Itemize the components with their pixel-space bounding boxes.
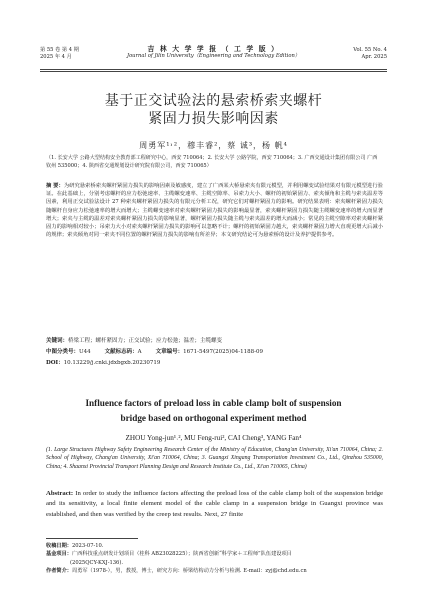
clc-label: 中图分类号： <box>46 349 80 355</box>
author-bio-text: 周勇军（1978-），男，教授，博士，研究方向：桥梁结构动力分析与检测. E-mail：zyj@chd.edu.cn <box>71 568 307 575</box>
doi-line <box>46 359 383 367</box>
footnote-rule <box>46 538 138 539</box>
paper-title-en <box>40 396 387 425</box>
abstract-en-text: In order to study the influence factors affecting the preload loss of the cable clamp bolt of the suspension bridge and its sensitivity, a local finite element model of the cable clamp in a suspension bridge in Guangxi province was established, and then was verified by the creep test results. Next, 27 finite <box>46 490 383 518</box>
classification-line <box>46 348 383 356</box>
paper-title-cn <box>40 92 387 128</box>
keywords-cn-label: 关键词： <box>46 338 69 344</box>
abstract-cn <box>46 182 383 239</box>
paper-title-en-line2: bridge based on orthogonal experiment method <box>120 412 307 423</box>
running-header <box>40 44 387 70</box>
fund-text-line1: 广西科技重点研发计划项目（桂科 AB23028225）；陕西省创新“科学家＋工程师”队伍建设项目 <box>71 551 292 558</box>
journal-name-cn: 吉 林 大 学 学 报 （ 工 学 版 ） <box>147 45 280 53</box>
header-date-cn: 2025 年 4 月 <box>40 54 72 60</box>
received-label: 收稿日期： <box>46 543 72 549</box>
paper-title-en-line1: Influence factors of preload loss in cable clamp bolt of suspension <box>85 398 342 408</box>
doi-value[interactable]: 10.13229/j.cnki.jdxbgxb.20230719 <box>63 360 161 366</box>
header-volume-cn: 第 55 卷 第 4 期 <box>40 47 79 53</box>
journal-name-en: Journal of Jilin University（Engineering and Technology Edition） <box>126 53 300 59</box>
author-bio-label: 作者简介： <box>46 568 72 575</box>
abstract-en <box>46 489 383 520</box>
article-number-value: 1671-5497(2025)04-1188-09 <box>183 349 264 355</box>
article-number-label: 文章编号： <box>155 349 184 355</box>
header-date-en: Apr. 2025 <box>361 54 387 60</box>
abstract-cn-text: 为研究悬索桥索夹螺杆紧固力损失的影响因素及敏感度，建立了广西某大桥悬索夹有限元模型，并利用螺变试验结果对有限元模型进行验证。在此基础上，分别考虑螺杆的应力松弛速率、主缆螺变速率、主缆空隙率、吊索力大小、螺杆的初始紧固力、索夹倾角和主缆与索夹温差等因素，利用正交试验法设计 27 种索夹螺杆紧固力损失的有限元分析工况，研究它们对螺杆紧固力的影响。研究结果表明：索夹螺杆紧固力损失随螺杆自身应力松弛速率的增大而增大；主缆螺变速率对索夹螺杆紧固力损失的影响最显著，索夹螺杆紧固力损失随主缆螺变速率的增大而显著增大；索夹与主缆的温差对索夹螺杆紧固力损失的影响显著，螺杆紧固力损失随主缆与索夹温差的增大而减小；常见的主缆空隙率对索夹螺杆紧固力的影响相对较小；吊索力大小对索夹螺杆紧固力损失的影响可以忽略不计；螺杆的初始紧固力越大，索夹螺杆紧固力增大直观更增大后减小的规律；索夹倾角对同一索夹不同位置的螺杆紧固力损失的影响有所差异；本文研究结论可为悬索桥的设计及养护提供参考。 <box>46 183 383 239</box>
clc-value: U44 <box>79 349 91 355</box>
header-volume-info-en <box>353 47 387 61</box>
keywords-cn-text: 桥梁工程；螺杆紧固力；正交试验；应力松弛；温差；主缆螺变 <box>68 338 223 344</box>
doc-code-value: A <box>137 349 142 355</box>
doc-code-label: 文献标志码： <box>104 349 138 355</box>
header-journal <box>40 46 387 60</box>
header-rule-top <box>40 69 387 70</box>
authors-cn: 周勇军¹˒²，穆丰睿²，蔡 诚³，杨 帆⁴ <box>139 141 288 150</box>
received-date: 2023-07-10. <box>71 543 104 549</box>
fund-label: 基金项目： <box>46 551 72 558</box>
doi-label: DOI： <box>46 360 64 366</box>
authors-en: ZHOU Yong-jun¹˒², MU Feng-rui², CAI Cheng³, YANG Fan⁴ <box>125 434 302 442</box>
footnote-fund-cont: (2025QCY-KXJ-136). <box>70 559 124 566</box>
abstract-cn-label: 摘 要： <box>46 183 64 189</box>
footnotes <box>46 542 383 576</box>
paper-title-cn-line2: 紧固力损失影响因素 <box>148 111 279 127</box>
affiliations-en: (1. Large Structures Highway Safety Engineering Research Center of the Ministry of Education, Chang'an University, Xi'an 710064, China; 2. School of Highway, Chang'an University, Xi'an 710064, China; 3. Guangxi Xingang Transportation Investment Co., Ltd., Qinzhou 535000, China; 4. Shaanxi Provincial Transport Planning Design and Research Institute Co., Ltd., Xi'an 710065, China) <box>46 447 383 470</box>
footnote-author <box>46 567 383 575</box>
abstract-en-label: Abstract: <box>46 490 74 497</box>
footnote-fund <box>46 550 383 558</box>
keywords-cn <box>46 337 383 345</box>
paper-title-cn-line1: 基于正交试验法的悬索桥索夹螺杆 <box>104 93 323 109</box>
header-volume-en: Vol. 55 No. 4 <box>353 47 387 53</box>
header-rule-bottom <box>40 71 387 72</box>
affiliations-cn: （1. 长安大学 公路大型结构安全教育部工程研究中心，西安 710064；2. 长安大学 公路学院，西安 710064；3. 广西交通设计集团有限公司 广西 钦州 535000；4. 陕西省交通规划设计研究院有限公司，西安 710065） <box>46 155 378 169</box>
footnote-received <box>46 542 383 550</box>
